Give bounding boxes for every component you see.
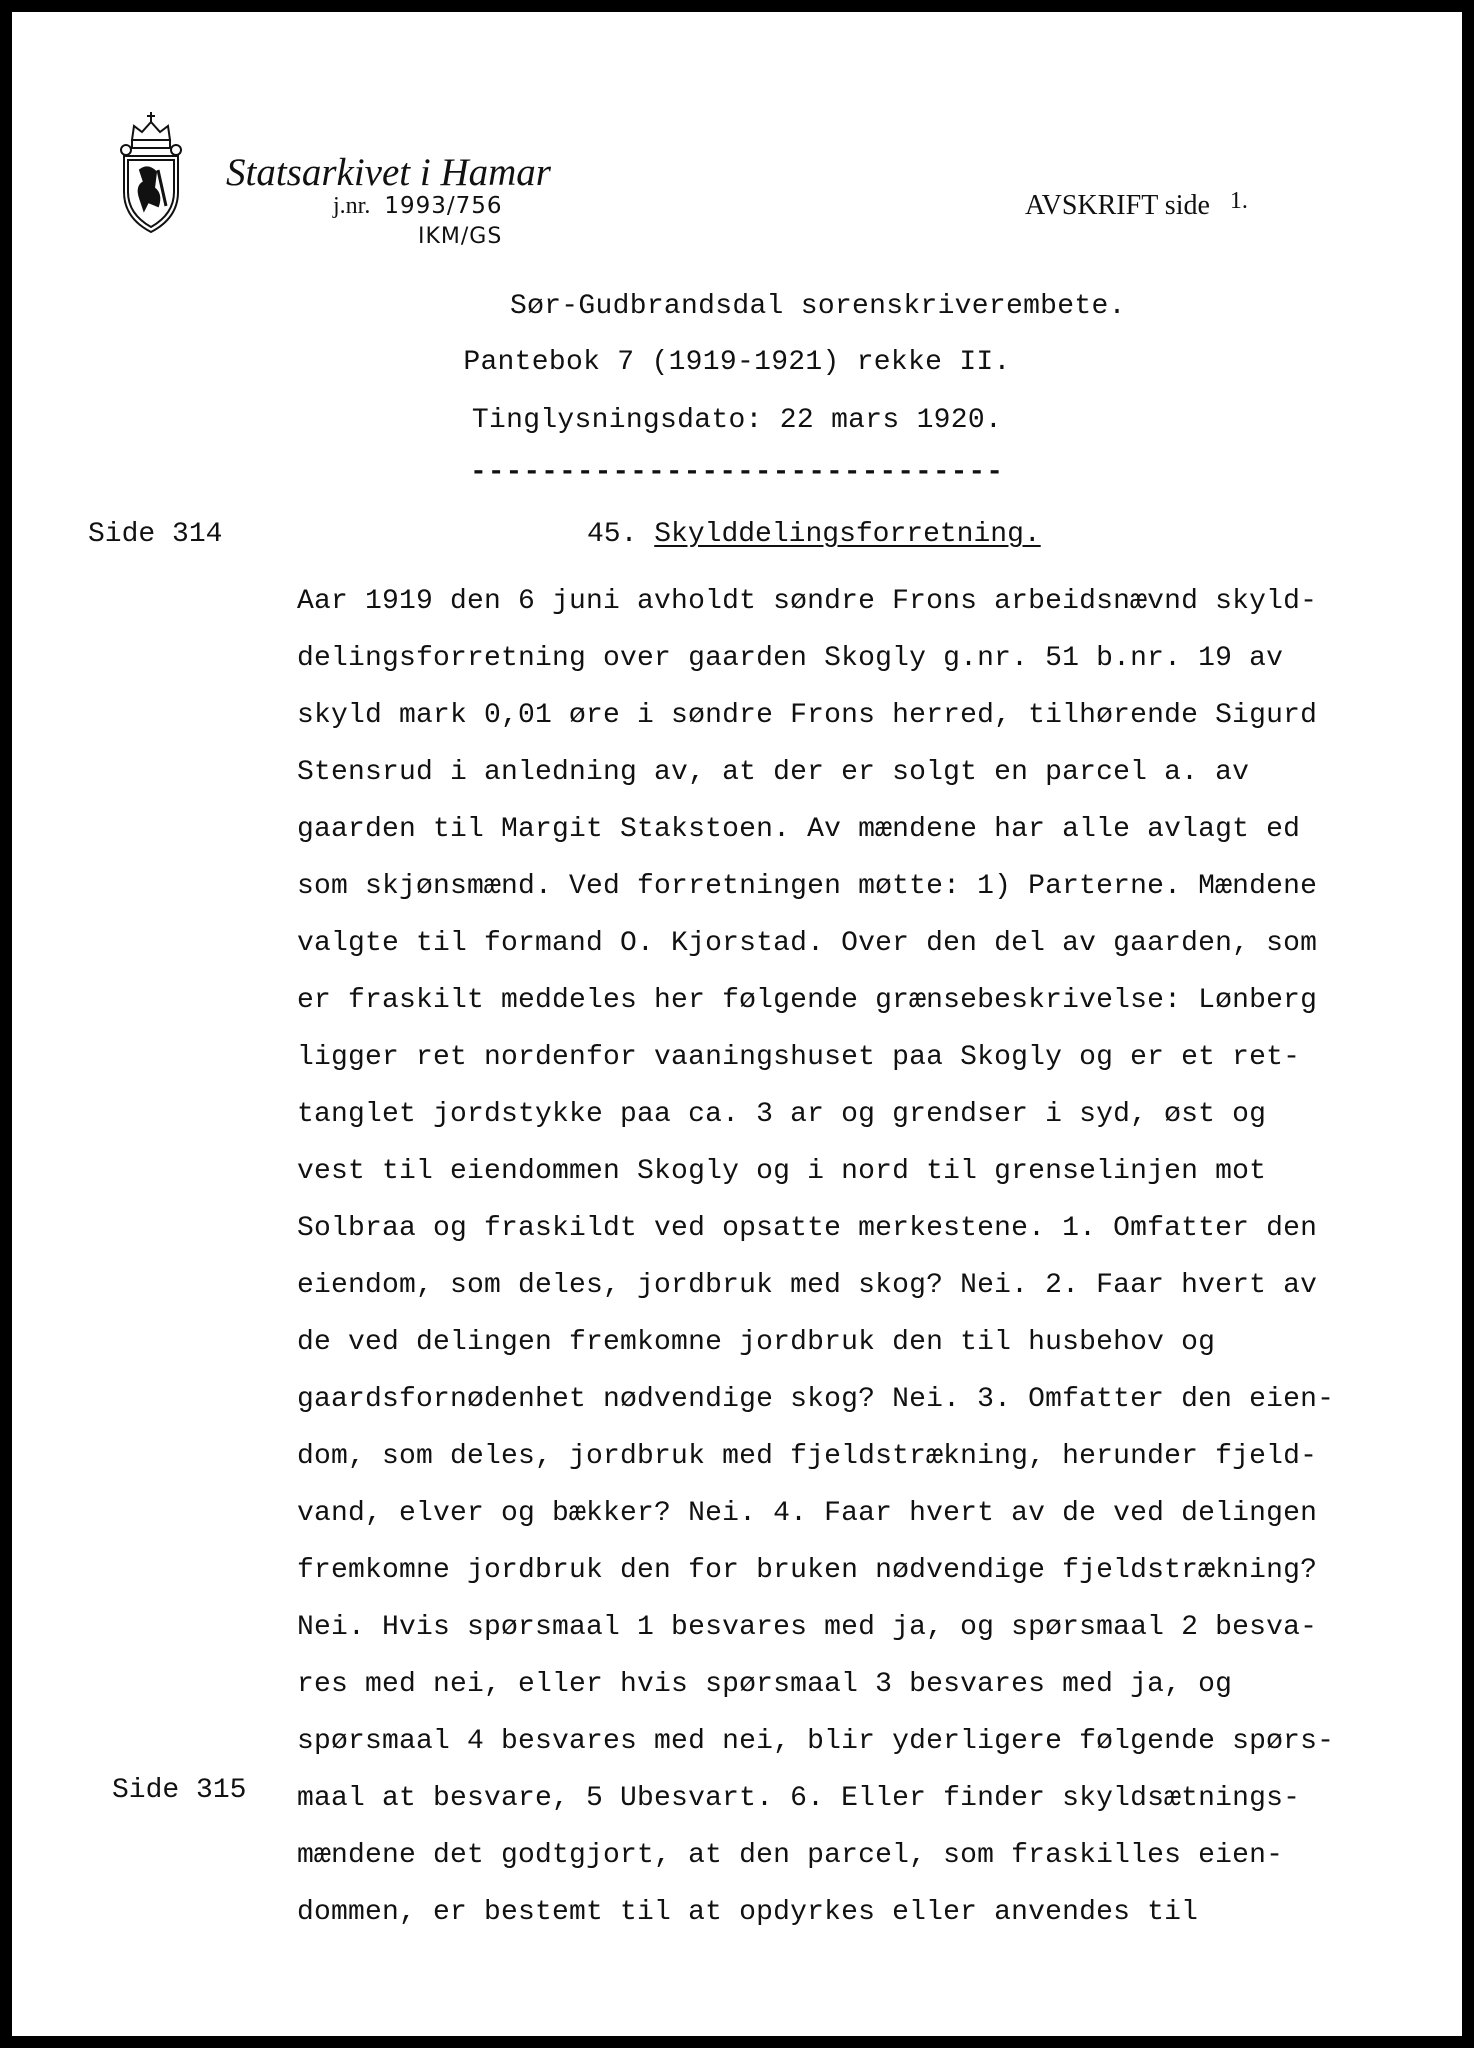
- entry-title: [587, 519, 1041, 550]
- body-line: valgte til formand O. Kjorstad. Over den del av gaarden, som: [297, 928, 1318, 959]
- avskrift-label: AVSKRIFT side: [1025, 190, 1210, 221]
- entry-title-text: Skylddelingsforretning.: [654, 519, 1041, 550]
- body-line: skyld mark 0,01 øre i søndre Frons herred, tilhørende Sigurd: [297, 700, 1318, 731]
- body-line: eiendom, som deles, jordbruk med skog? Nei. 2. Faar hvert av: [297, 1270, 1318, 1301]
- coat-of-arms-icon: [118, 110, 184, 236]
- registration-date: Tinglysningsdato: 22 mars 1920.: [471, 405, 1003, 436]
- avskrift-page-label: [1025, 190, 1248, 222]
- body-line: ligger ret nordenfor vaaningshuset paa Skogly og er et ret-: [297, 1042, 1301, 1073]
- body-line: dom, som deles, jordbruk med fjeldstrækning, herunder fjeld-: [297, 1441, 1318, 1472]
- journal-number: [333, 193, 503, 220]
- body-line: de ved delingen fremkomne jordbruk den til husbehov og: [297, 1327, 1216, 1358]
- book-title: Pantebok 7 (1919-1921) rekke II.: [463, 347, 1011, 378]
- dashed-divider: ------------------------------: [469, 457, 1005, 488]
- body-line: vest til eiendommen Skogly og i nord til grenselinjen mot: [297, 1156, 1267, 1187]
- journal-number-value: 1993/756: [384, 193, 503, 219]
- transcription-body: [297, 573, 1417, 1941]
- office-title: Sør-Gudbrandsdal sorenskriverembete.: [510, 291, 1126, 322]
- body-line: Solbraa og fraskildt ved opsatte merkestene. 1. Omfatter den: [297, 1213, 1318, 1244]
- side-reference-314: Side 314: [88, 519, 223, 550]
- avskrift-page-number: 1.: [1229, 188, 1248, 214]
- initials: IKM/GS: [418, 224, 503, 249]
- body-line: dommen, er bestemt til at opdyrkes eller anvendes til: [297, 1897, 1199, 1928]
- scan-border-left: [0, 0, 12, 2048]
- body-line: som skjønsmænd. Ved forretningen møtte: 1) Parterne. Mændene: [297, 871, 1318, 902]
- body-line: res med nei, eller hvis spørsmaal 3 besvares med ja, og: [297, 1669, 1233, 1700]
- scan-border-bottom: [0, 2036, 1474, 2048]
- scan-border-top: [0, 0, 1474, 12]
- body-line: spørsmaal 4 besvares med nei, blir yderligere følgende spørs-: [297, 1726, 1335, 1757]
- body-line: vand, elver og bækker? Nei. 4. Faar hvert av de ved delingen: [297, 1498, 1318, 1529]
- body-line: Nei. Hvis spørsmaal 1 besvares med ja, og spørsmaal 2 besva-: [297, 1612, 1318, 1643]
- body-line: tanglet jordstykke paa ca. 3 ar og grendser i syd, øst og: [297, 1099, 1267, 1130]
- body-line: er fraskilt meddeles her følgende grænsebeskrivelse: Lønberg: [297, 985, 1318, 1016]
- journal-label: j.nr.: [333, 193, 371, 219]
- body-line: fremkomne jordbruk den for bruken nødvendige fjeldstrækning?: [297, 1555, 1318, 1586]
- body-line: gaardsfornødenhet nødvendige skog? Nei. 3. Omfatter den eien-: [297, 1384, 1335, 1415]
- side-reference-315: Side 315: [112, 1775, 247, 1806]
- body-line: mændene det godtgjort, at den parcel, som fraskilles eien-: [297, 1840, 1284, 1871]
- body-line: delingsforretning over gaarden Skogly g.nr. 51 b.nr. 19 av: [297, 643, 1284, 674]
- body-line: maal at besvare, 5 Ubesvart. 6. Eller finder skyldsætnings-: [297, 1783, 1301, 1814]
- body-line: Aar 1919 den 6 juni avholdt søndre Frons arbeidsnævnd skyld-: [297, 586, 1318, 617]
- archive-name: Statsarkivet i Hamar: [226, 151, 551, 194]
- entry-number: 45.: [587, 519, 638, 550]
- body-line: Stensrud i anledning av, at der er solgt en parcel a. av: [297, 757, 1250, 788]
- body-line: gaarden til Margit Stakstoen. Av mændene har alle avlagt ed: [297, 814, 1301, 845]
